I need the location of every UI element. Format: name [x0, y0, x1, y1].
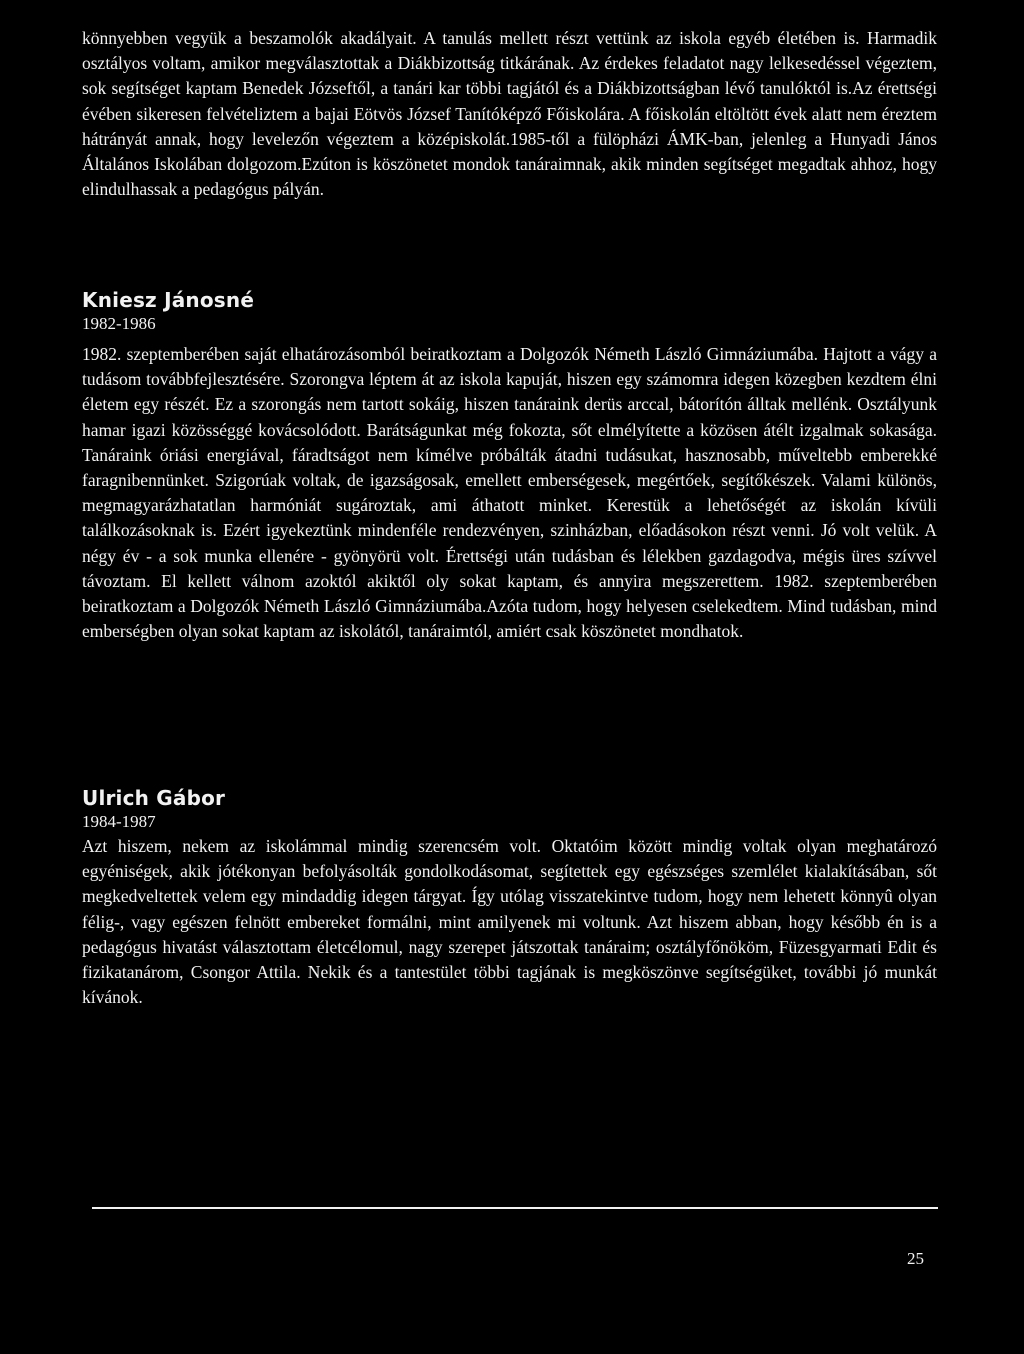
section-author-name: Ulrich Gábor — [82, 786, 226, 810]
page-number: 25 — [907, 1249, 924, 1268]
footer-divider — [92, 1207, 938, 1209]
section-paragraph: Azt hiszem, nekem az iskolámmal mindig szerencsém volt. Oktatóim között mindig voltak olyan meghatározó egyéniségek, akik jótékonyan befolyásolták gondolkodásomat, segítettek egy egészséges szemlélet kialakításában, sőt megkedveltettek velem egy mindaddig idegen tárgyat. Így utólag visszatekintve tudom, hogy nem lehetett könnyû olyan félig-, vagy egészen felnött embereket formálni, mint amilyenek mi voltunk. Azt hiszem abban, hogy később én is a pedagógus hivatást választottam életcélomul, nagy szerepet játszottak tanáraim; osztályfőnököm, Füzesgyarmati Edit és fizikatanárom, Csongor Attila. Nekik és a tantestület többi tagjának is megköszönve segítségüket, további jó munkát kívánok. — [82, 836, 937, 1008]
section-author-name: Kniesz Jánosné — [82, 288, 255, 312]
intro-paragraph: könnyebben vegyük a beszamolók akadályait. A tanulás mellett részt vettünk az iskola egyéb életében is. Harmadik osztályos voltam, amikor megválasztottak a Diákbizottság titkárának. Az érdekes feladatot nagy lelkesedéssel végeztem, sok segítséget kaptam Benedek Józseftől, a tanári kar többi tagjától és a Diákbizottságban lévő tanulóktól is.Az érettségi évében sikeresen felvételiztem a bajai Eötvös József Tanítóképző Főiskolára. A főiskolán eltöltött évek alatt nem éreztem hátrányát annak, hogy levelezőn végeztem a középiskolát.1985-től a fülöpházi ÁMK-ban, jelenleg a Hunyadi János Általános Iskolában dolgozom.Ezúton is köszönetet mondok tanáraimnak, akik minden segítséget megadtak ahhoz, hogy elindulhassak a pedagógus pályán. — [82, 28, 937, 200]
section-kniesz — [82, 288, 937, 644]
section-years: 1984-1987 — [82, 812, 156, 831]
document-page — [82, 26, 937, 1008]
section-paragraph: 1982. szeptemberében saját elhatározásomból beiratkoztam a Dolgozók Németh László Gimnáziumába. Hajtott a vágy a tudásom továbbfejlesztésére. Szorongva léptem át az iskola kapuját, hiszen egy számomra idegen közegben kezdtem élni életem egy részét. Ez a szorongás nem tartott sokáig, hiszen tanáraink derüs arccal, bátorítón álltak mellénk. Osztályunk hamar igazi közösséggé kovácsolódott. Barátságunkat még fokozta, sőt elmélyítette a közösen átélt izgalmak sokasága. Tanáraink óriási energiával, fáradtságot nem kímélve próbálták átadni tudásukat, hasznosabb, műveltebb emberekké faragnibennünket. Szigorúak voltak, de igazságosak, emellett emberségesek, megértőek, segítőkészek. Valami különös, megmagyarázhatatlan harmóniát sugároztak, ami áthatott minket. Kerestük a lehetőségét az iskolán kívüli találkozásoknak is. Ezért igyekeztünk mindenféle rendezvényen, szinházban, előadásokon részt venni. Jó volt velük. A négy év - a sok munka ellenére - gyönyörü volt. Érettségi után tudásban és lélekben gazdagodva, mégis üres szívvel távoztam. El kellett válnom azoktól akiktől oly sokat kaptam, és annyira megszerettem. 1982. szeptemberében beiratkoztam a Dolgozók Németh László Gimnáziumába.Azóta tudom, hogy helyesen cselekedtem. Mind tudásban, mind emberségben olyan sokat kaptam az iskolától, tanáraimtól, amiért csak köszönetet mondhatok. — [82, 344, 937, 642]
section-years: 1982-1986 — [82, 314, 156, 333]
section-ulrich — [82, 786, 937, 1010]
